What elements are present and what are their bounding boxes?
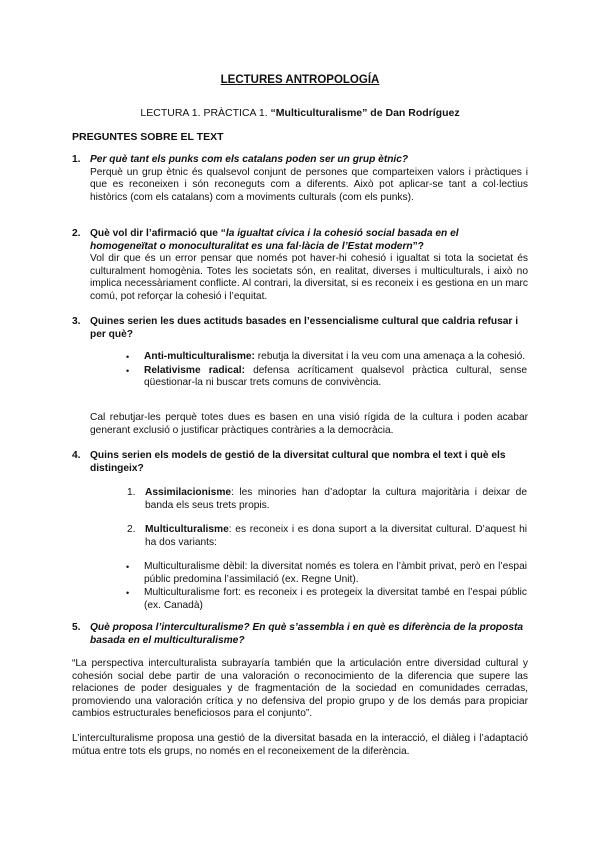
subtitle-prefix: LECTURA 1. PRÀCTICA 1. [140,107,271,119]
list-item [127,561,527,586]
question-title [90,228,528,253]
question-number: 3. [72,316,81,327]
attitude-description: rebutja la diversitat i la veu com una amenaça a la cohesió. [254,351,526,362]
list-item [127,351,527,364]
question-title-start: Què vol dir l’afirmació que “ [90,228,226,239]
answer-text: L’interculturalisme proposa una gestió de la diversitat basada en la interacció, el diàleg i l’adaptació mútua entre tots els grups, no només en el reconeixement de la diferència. [72,733,528,757]
question-2 [72,228,528,304]
model-term: Multiculturalisme [145,524,229,535]
item-text [127,524,527,549]
question-number: 1. [72,154,81,165]
attitude-description: defensa acríticament qualsevol pràctica cultural, sense qüestionar-la ni buscar trets comuns de convivència. [144,364,527,389]
question-title-quote: la igualtat cívica i la cohesió social basada en el homogeneïtat o monoculturalitat es una fal·làcia de l’Estat modern [90,228,459,252]
bullet-icon: • [126,562,130,572]
question-5 [72,622,528,647]
question-4 [72,450,528,475]
answer-text: Vol dir que és un error pensar que només pot haver-hi cohesió i igualtat si tota la societat és culturalment homogènia. Totes les societats són, en realitat, diverses i multiculturals, i això no implica necessàriament conflicte. Al contrari, la diversitat, si es reconeix i es gestiona en un marc comú, pot reforçar la cohesió i l’equitat. [90,253,528,302]
question-3-conclusion [90,412,528,437]
document-title: LECTURES ANTROPOLOGÍA [220,74,380,86]
item-number: 1. [127,487,136,498]
question-title: Quines serien les dues actituds basades en l’essencialisme cultural que caldria refusar i per què? [90,316,519,340]
attitude-term: Relativisme radical: [144,364,245,376]
bullet-icon: • [126,365,130,376]
question-title [90,622,528,647]
attitudes-list [127,351,527,391]
list-item [127,587,527,612]
model-description: : les minories han d’adoptar la cultura majoritària i deixar de banda els seus trets propis. [145,487,527,511]
item-number: 2. [127,524,136,535]
question-title [90,154,528,167]
quoted-passage: “La perspectiva interculturalista subrayaría también que la articulación entre diversidad cultural y cohesión social debe partir de una valoración o reconocimiento de la diferencia que supere las relaciones de poder desiguales y de fragmentación de la sociedad en comunidades cerradas, promoviendo una valoración crítica y no defensiva del propio grupo y de los demás para propiciar cambios estructurales beneficiosos para el conjunto”. [72,658,528,720]
bullet-icon: • [126,352,130,362]
question-number: 4. [72,450,81,461]
conclusion-text: Cal rebutjar-les perquè totes dues es basen en una visió rígida de la cultura i poden acabar generant exclusió o justificar pràctiques contràries a la democràcia. [90,412,528,436]
variant-text: Multiculturalisme dèbil: la diversitat només es tolera en l’àmbit privat, però en l’espai públic predomina l’assimilació (ex. Regne Unit). [144,561,527,585]
bullet-icon: • [126,588,130,599]
question-title-text: Per què tant els punks com els catalans poden ser un grup ètnic? [90,154,409,165]
question-title-text: Què proposa l’interculturalisme? En què s’assembla i en què es diferència de la proposta basada en el multiculturalisme? [90,622,524,646]
variant-text: Multiculturalisme fort: es reconeix i es protegeix la diversitat també en l’espai públic (ex. Canadà) [144,587,527,611]
question-3 [72,316,528,341]
question-title-end: ”? [412,240,424,252]
question-number: 2. [72,228,81,239]
section-heading: PREGUNTES SOBRE EL TEXT [72,131,224,143]
model-description: : es reconeix i es dona suport a la diversitat cultural. D’aquest hi ha dos variants: [145,524,527,548]
subtitle-reading-title: “Multiculturalisme” de Dan Rodríguez [270,107,460,119]
document-subtitle [0,107,600,120]
model-term: Assimilacionisme [145,487,232,498]
question-number: 5. [72,622,81,633]
list-item [127,365,527,390]
answer-text: Perquè un grup ètnic és qualsevol conjunt de persones que comparteixen valors i pràctiques i que es reconeixen i són reconeguts com a diferents. Això pot aplicar-se tant a col·lectius històrics (com els catalans) com a moviments culturals (com els punks). [90,166,528,203]
question-title: Quins serien els models de gestió de la diversitat cultural que nombra el text i què els distingeix? [90,450,506,474]
model-item-1 [127,487,527,512]
item-text [127,487,527,512]
model-item-2 [127,524,527,549]
attitude-term: Anti-multiculturalisme: [144,351,255,362]
variants-list [127,561,527,613]
question-1 [72,154,528,204]
